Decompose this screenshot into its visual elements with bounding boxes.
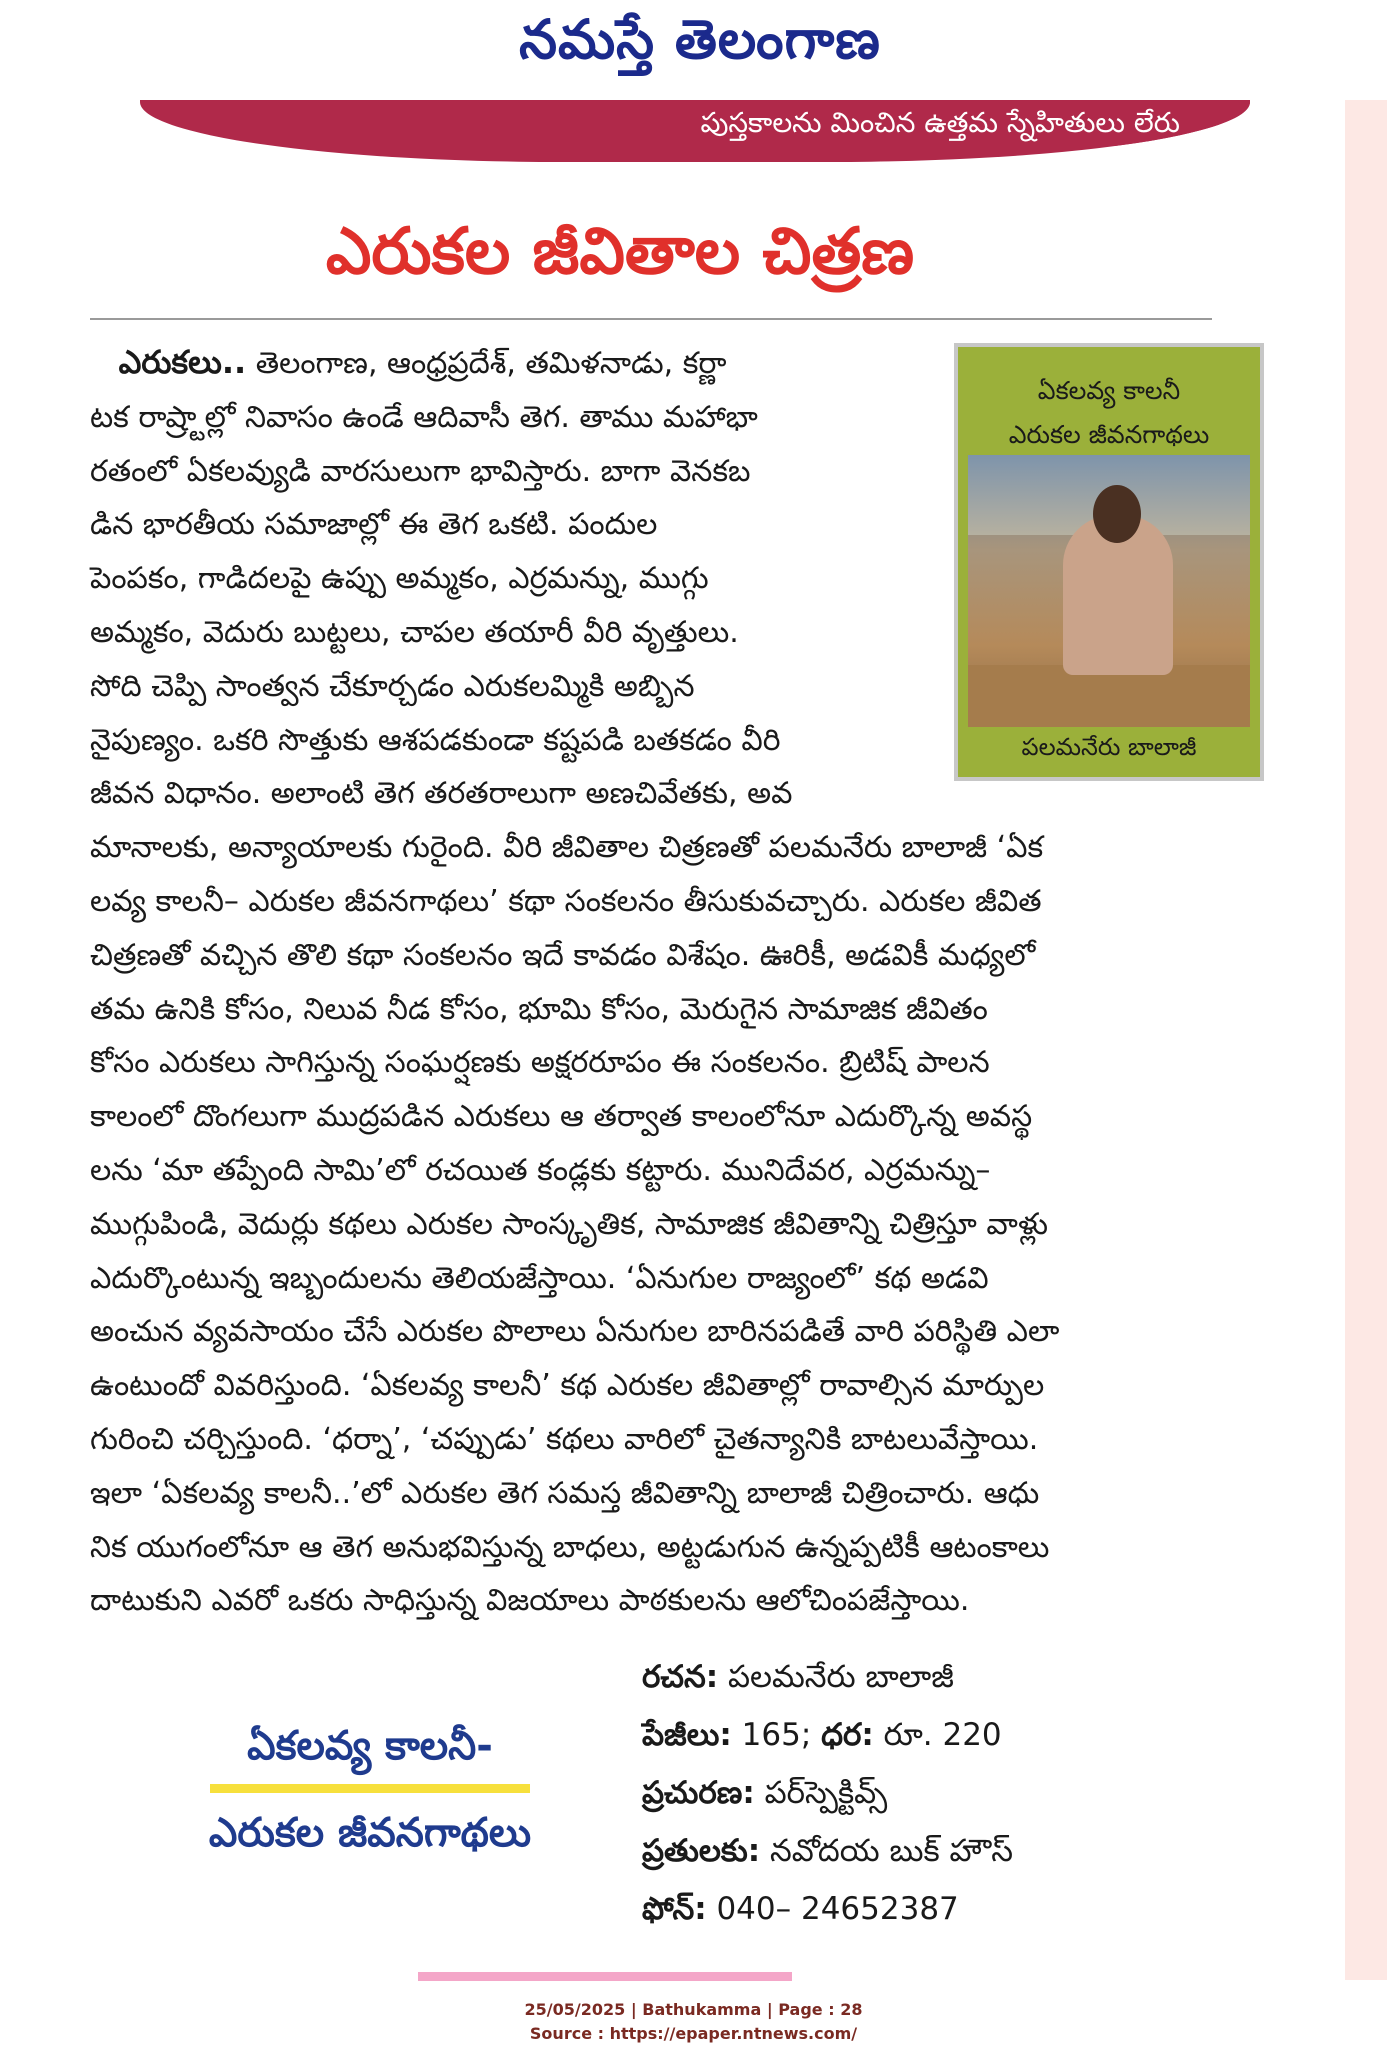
article-line: ఎరుకలు.. తెలంగాణ, ఆంధ్రప్రదేశ్‌, తమిళనాడు, కర్ణా: [118, 343, 727, 381]
article-line: లవ్య కాలనీ– ఎరుకల జీవనగాథలు’ కథా సంకలనం తీసుకువచ్చారు. ఎరుకల జీవిత: [90, 883, 1042, 919]
masthead: [0, 0, 1387, 80]
article-line: ముగ్గుపిండి, వెదుర్లు కథలు ఎరుకల సాంస్కృతిక, సామాజిక జీవితాన్ని చిత్రిస్తూ వాళ్లు: [90, 1206, 1049, 1242]
cover-title: ఏకలవ్య కాలనీ ఎరుకల జీవనగాథలు: [1008, 376, 1210, 449]
article-line: ఇలా ‘ఏకలవ్య కాలనీ..’లో ఎరుకల తెగ సమస్త జీవితాన్ని బాలాజీ చిత్రించారు. ఆధు: [90, 1475, 1040, 1511]
article-line: సోది చెప్పి సాంత్వన చేకూర్చడం ఎరుకలమ్మికి అబ్బిన: [90, 668, 695, 704]
book-details: [642, 1648, 1202, 1938]
article-line: డిన భారతీయ సమాజాల్లో ఈ తెగ ఒకటి. పందుల: [90, 507, 658, 543]
article-line: ఎదుర్కొంటున్న ఇబ్బందులను తెలియజేస్తాయి. ‘ఏనుగుల రాజ్యంలో’ కథ అడవి: [90, 1260, 989, 1296]
article-line: లను ‘మా తప్పేంది సామి’లో రచయిత కండ్లకు కట్టారు. మునిదేవర, ఎర్రమన్ను–: [90, 1152, 991, 1188]
article-line: అమ్మకం, వెదురు బుట్టలు, చాపల తయారీ వీరి వృత్తులు.: [90, 614, 739, 650]
detail-pages-price: పేజీలు: 165; ధర: రూ. 220: [642, 1717, 1002, 1753]
book-title-box: [160, 1722, 580, 1857]
newspaper-logo-title: నమస్తే తెలంగాణ: [519, 8, 881, 71]
section-banner: [140, 100, 1250, 162]
article-headline: ఎరుకల జీవితాల చిత్రణ: [325, 215, 915, 289]
banner-tagline: పుస్తకాలను మించిన ఉత్తమ స్నేహితులు లేరు: [700, 106, 1180, 139]
article-line: దాటుకుని ఎవరో ఒకరు సాధిస్తున్న విజయాలు పాఠకులను ఆలోచింపజేస్తాయి.: [90, 1583, 970, 1619]
cover-photo: [968, 455, 1250, 727]
decorative-bar: [418, 1972, 792, 1981]
article-line: కోసం ఎరుకలు సాగిస్తున్న సంఘర్షణకు అక్షరరూపం ఈ సంకలనం. బ్రిటిష్‌ పాలన: [90, 1045, 990, 1081]
article-line: నిక యుగంలోనూ ఆ తెగ అనుభవిస్తున్న బాధలు, అట్టడుగున ఉన్నప్పటికీ ఆటంకాలు: [90, 1529, 1050, 1565]
article-line: అంచున వ్యవసాయం చేసే ఎరుకల పొలాలు ఏనుగుల బారినపడితే వారి పరిస్థితి ఎలా: [90, 1314, 1060, 1350]
article-line: తమ ఉనికి కోసం, నిలువ నీడ కోసం, భూమి కోసం, మెరుగైన సామాజిక జీవితం: [90, 991, 988, 1027]
article-line: రతంలో ఏకలవ్యుడి వారసులుగా భావిస్తారు. బాగా వెనకబ: [90, 453, 751, 489]
book-cover-image: [954, 343, 1264, 781]
detail-publisher: ప్రచురణ: పర్‌స్పెక్టివ్స్‌: [642, 1775, 888, 1811]
article-lead-word: ఎరుకలు..: [118, 343, 247, 381]
book-title-line1: ఏకలవ్య కాలనీ-: [247, 1723, 493, 1769]
article-line: టక రాష్ర్టాల్లో నివాసం ఉండే ఆదివాసీ తెగ. తాము మహాభా: [90, 399, 758, 435]
article-line: మానాలకు, అన్యాయాలకు గురైంది. వీరి జీవితాల చిత్రణతో పలమనేరు బాలాజీ ‘ఏక: [90, 830, 1044, 866]
book-title-underline: [210, 1784, 530, 1793]
article-line: నైపుణ్యం. ఒకరి సొత్తుకు ఆశపడకుండా కష్టపడి బతకడం వీరి: [90, 722, 781, 758]
page-footer: [0, 1998, 1387, 2046]
detail-copies: ప్రతులకు: నవోదయ బుక్‌ హౌస్‌: [642, 1833, 1013, 1869]
article-line: ఉంటుందో వివరిస్తుంది. ‘ఏకలవ్య కాలనీ’ కథ ఎరుకల జీవితాల్లో రావాల్సిన మార్పుల: [90, 1368, 1045, 1404]
headline-divider: [90, 318, 1212, 320]
article-line: పెంపకం, గాడిదలపై ఉప్పు అమ్మకం, ఎర్రమన్ను, ముగ్గు: [90, 561, 709, 597]
photo-man-head: [1093, 485, 1141, 543]
detail-author: రచన: పలమనేరు బాలాజీ: [642, 1659, 954, 1695]
footer-edition-info: 25/05/2025 | Bathukamma | Page : 28: [524, 2000, 863, 2019]
cover-author: పలమనేరు బాలాజీ: [1021, 733, 1197, 761]
article-line: కాలంలో దొంగలుగా ముద్రపడిన ఎరుకలు ఆ తర్వాత కాలంలోనూ ఎదుర్కొన్న అవస్థ: [90, 1099, 1033, 1135]
adjacent-column-strip: [1345, 100, 1387, 1980]
detail-phone: ఫోన్‌: 040– 24652387: [642, 1891, 959, 1927]
article-line: జీవన విధానం. అలాంటి తెగ తరతరాలుగా అణచివేతకు, అవ: [90, 776, 793, 812]
article-line: చిత్రణతో వచ్చిన తొలి కథా సంకలనం ఇదే కావడం విశేషం. ఊరికీ, అడవికీ మధ్యలో: [90, 937, 1036, 973]
article-line: గురించి చర్చిస్తుంది. ‘ధర్నా’, ‘చప్పుడు’ కథలు వారిలో చైతన్యానికి బాటలువేస్తాయి.: [90, 1421, 1039, 1457]
book-title-line2: ఎరుకల జీవనగాథలు: [208, 1810, 532, 1856]
footer-source-link[interactable]: Source : https://epaper.ntnews.com/: [529, 2024, 858, 2043]
